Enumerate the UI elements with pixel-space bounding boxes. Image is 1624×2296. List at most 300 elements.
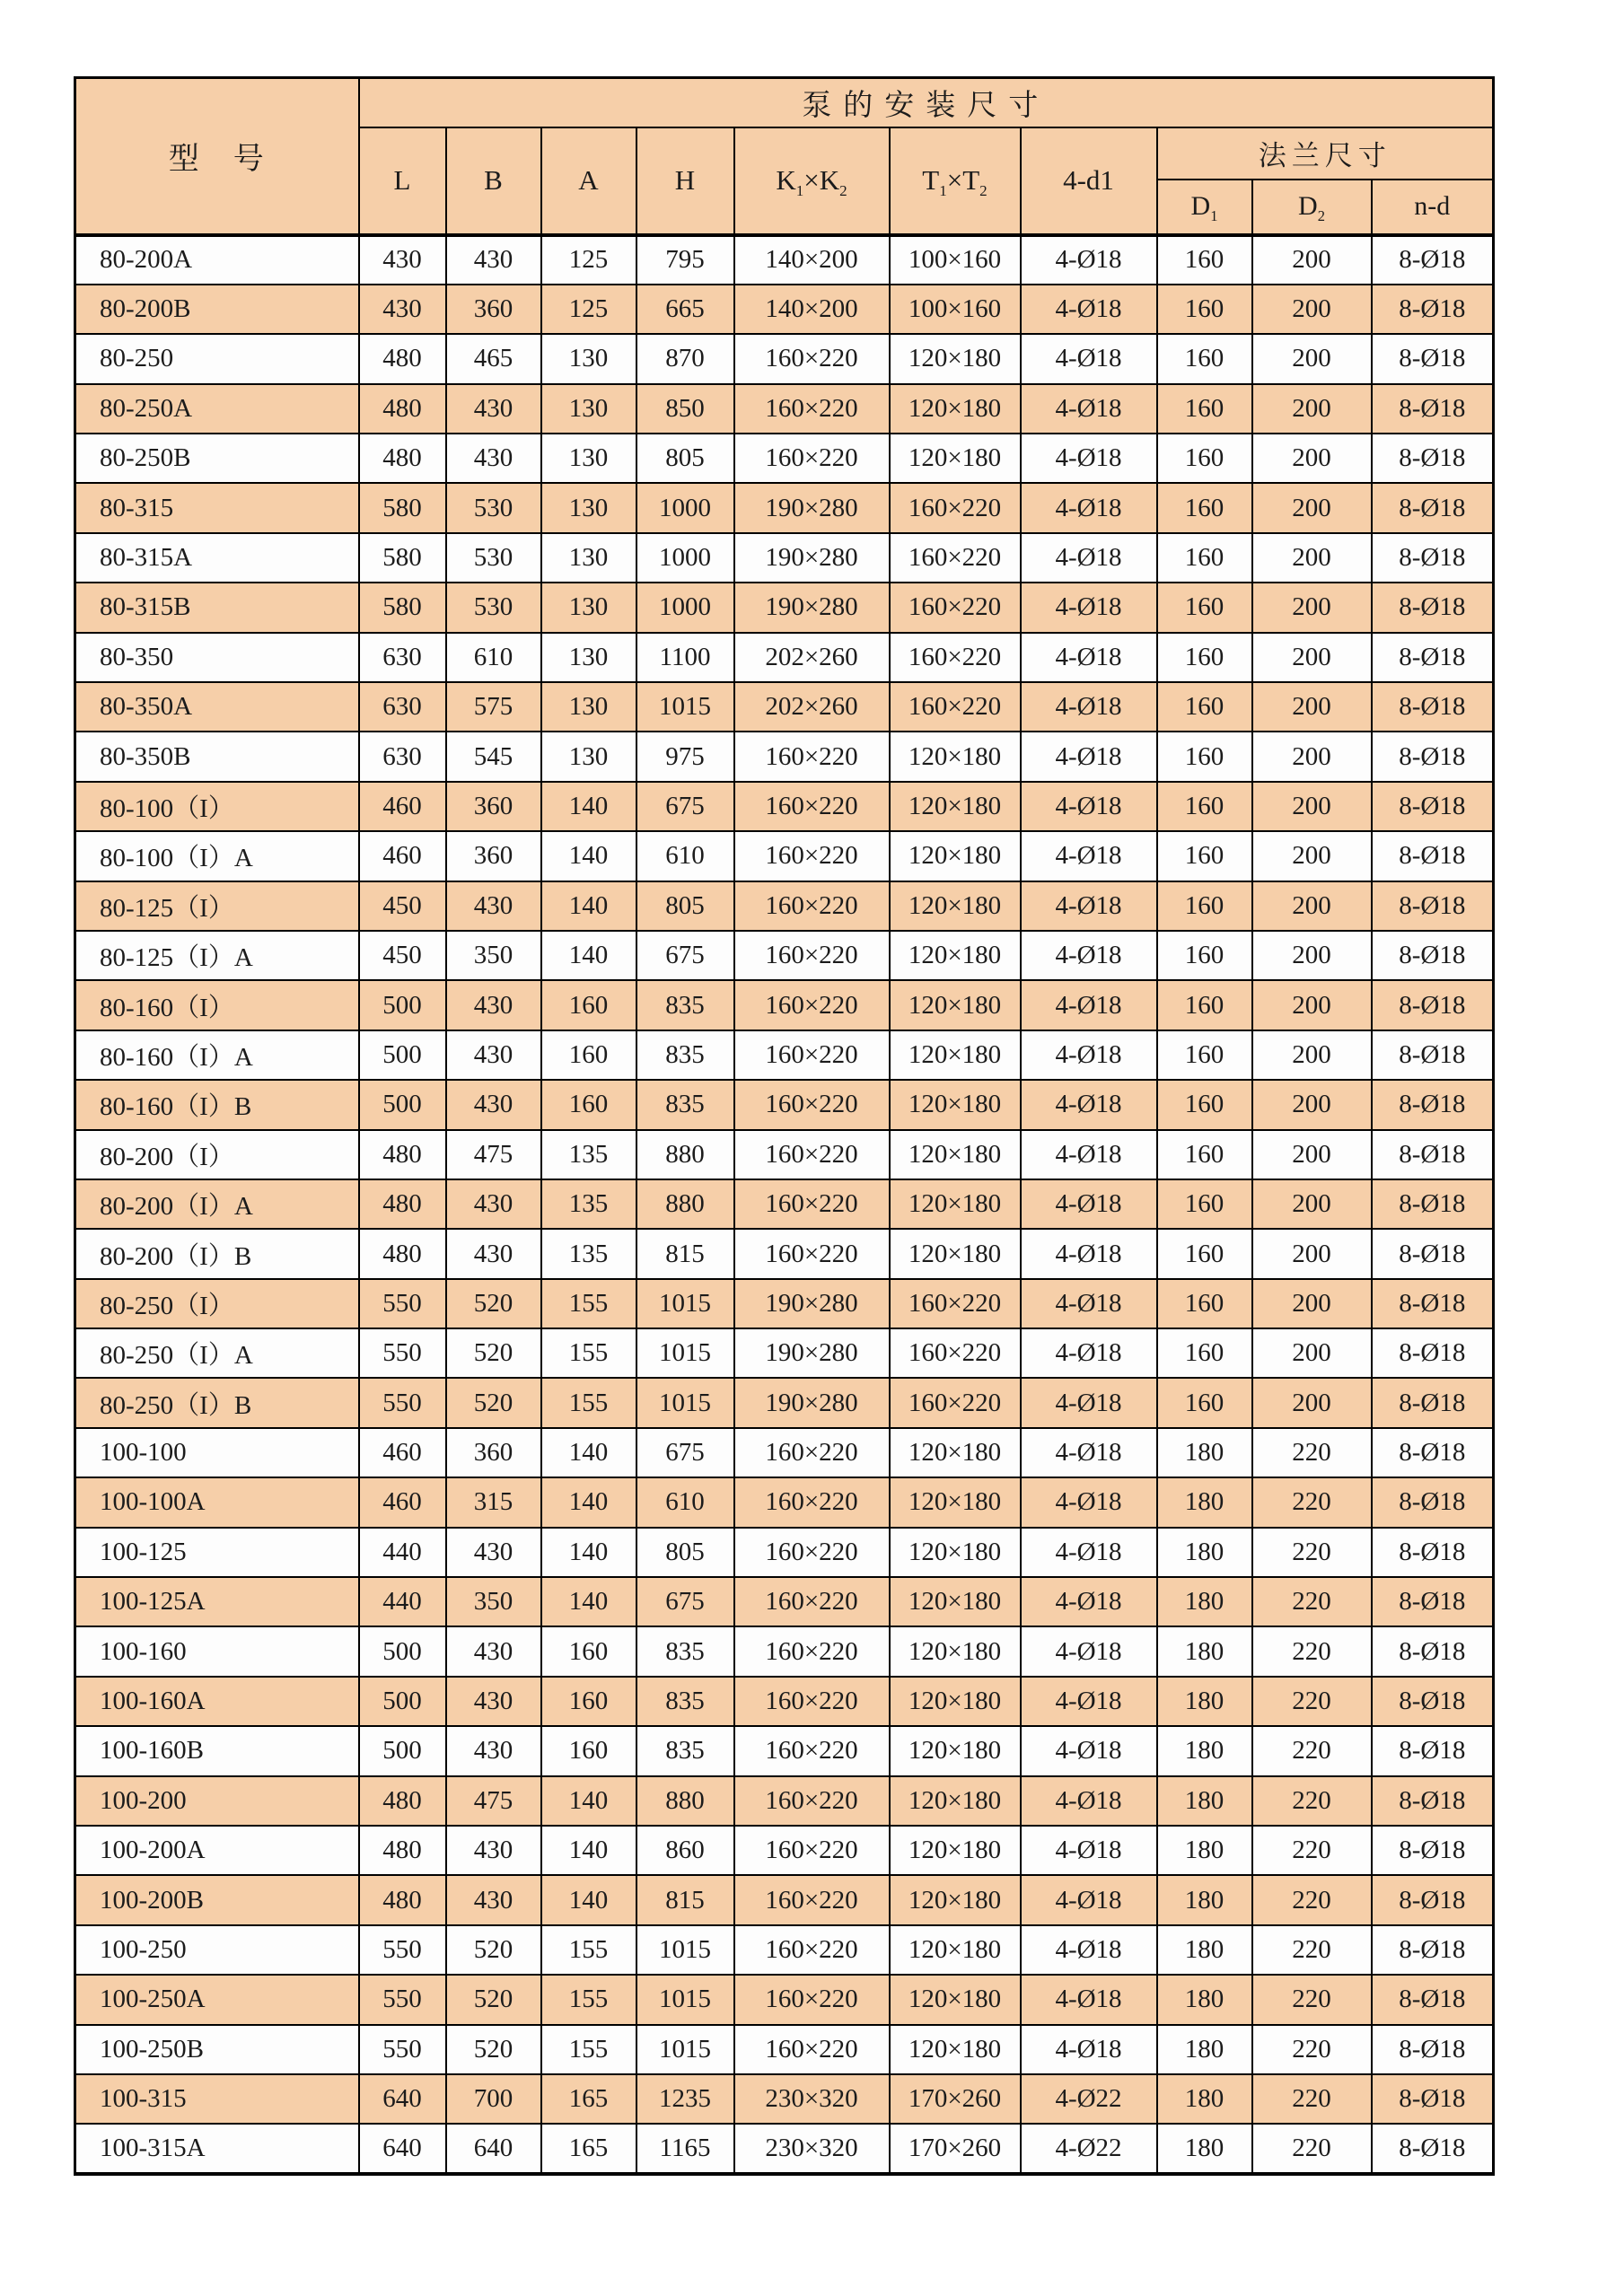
d2-subscript: 2 [1317, 207, 1325, 224]
value-cell: 160 [541, 1677, 636, 1726]
value-cell: 4-Ø18 [1021, 1279, 1157, 1328]
model-cell: 80-250 [75, 334, 359, 383]
value-cell: 160 [1157, 334, 1252, 383]
model-cell: 80-160（I） [75, 980, 359, 1030]
value-cell: 4-Ø18 [1021, 2025, 1157, 2074]
value-cell: 100×160 [890, 285, 1021, 334]
value-cell: 160×220 [890, 483, 1021, 532]
value-cell: 460 [359, 1428, 446, 1477]
value-cell: 165 [541, 2074, 636, 2124]
value-cell: 160×220 [890, 583, 1021, 632]
value-cell: 160×220 [734, 1229, 890, 1278]
value-cell: 155 [541, 1279, 636, 1328]
model-cell: 100-160A [75, 1677, 359, 1726]
value-cell: 130 [541, 682, 636, 732]
d1-base: D [1190, 191, 1211, 221]
table-row [75, 1975, 1494, 2024]
value-cell: 130 [541, 633, 636, 682]
value-cell: 8-Ø18 [1372, 1726, 1494, 1775]
value-cell: 4-Ø18 [1021, 434, 1157, 483]
value-cell: 640 [359, 2074, 446, 2124]
model-cell: 80-350 [75, 633, 359, 682]
value-cell: 8-Ø18 [1372, 1677, 1494, 1726]
value-cell: 575 [446, 682, 541, 732]
value-cell: 200 [1252, 384, 1372, 434]
value-cell: 580 [359, 533, 446, 583]
t1-base: T [922, 164, 940, 196]
value-cell: 8-Ø18 [1372, 1626, 1494, 1676]
table-row [75, 1378, 1494, 1427]
value-cell: 8-Ø18 [1372, 1378, 1494, 1427]
value-cell: 4-Ø18 [1021, 235, 1157, 285]
value-cell: 430 [446, 1826, 541, 1875]
value-cell: 160×220 [890, 1279, 1021, 1328]
value-cell: 550 [359, 1975, 446, 2024]
value-cell: 500 [359, 1677, 446, 1726]
table-row [75, 682, 1494, 732]
value-cell: 180 [1157, 1875, 1252, 1924]
value-cell: 120×180 [890, 1975, 1021, 2024]
table-row [75, 782, 1494, 831]
model-cell: 100-200A [75, 1826, 359, 1875]
value-cell: 170×260 [890, 2074, 1021, 2124]
value-cell: 520 [446, 1328, 541, 1378]
value-cell: 180 [1157, 1975, 1252, 2024]
value-cell: 520 [446, 1279, 541, 1328]
value-cell: 160×220 [734, 782, 890, 831]
value-cell: 160×220 [734, 1428, 890, 1477]
value-cell: 550 [359, 1925, 446, 1975]
value-cell: 160×220 [734, 1776, 890, 1826]
value-cell: 180 [1157, 1577, 1252, 1626]
table-row [75, 1726, 1494, 1775]
value-cell: 160×220 [734, 732, 890, 781]
table-row [75, 334, 1494, 383]
value-cell: 8-Ø18 [1372, 334, 1494, 383]
value-cell: 630 [359, 732, 446, 781]
model-cell: 80-125（I） [75, 881, 359, 931]
value-cell: 480 [359, 1179, 446, 1229]
column-header-h: H [636, 127, 734, 235]
value-cell: 180 [1157, 1925, 1252, 1975]
value-cell: 220 [1252, 1626, 1372, 1676]
model-cell: 80-250（I）B [75, 1378, 359, 1427]
d2-base: D [1298, 191, 1318, 221]
value-cell: 160×220 [734, 434, 890, 483]
value-cell: 200 [1252, 1080, 1372, 1129]
value-cell: 440 [359, 1528, 446, 1577]
value-cell: 180 [1157, 1477, 1252, 1527]
table-row [75, 1626, 1494, 1676]
value-cell: 155 [541, 1975, 636, 2024]
value-cell: 8-Ø18 [1372, 1577, 1494, 1626]
value-cell: 530 [446, 583, 541, 632]
value-cell: 1235 [636, 2074, 734, 2124]
value-cell: 530 [446, 483, 541, 532]
value-cell: 160 [1157, 1229, 1252, 1278]
table-row [75, 434, 1494, 483]
value-cell: 815 [636, 1229, 734, 1278]
value-cell: 675 [636, 1428, 734, 1477]
value-cell: 475 [446, 1130, 541, 1179]
value-cell: 640 [359, 2124, 446, 2173]
value-cell: 180 [1157, 2124, 1252, 2173]
column-header-a: A [541, 127, 636, 235]
model-cell: 100-200B [75, 1875, 359, 1924]
value-cell: 1015 [636, 1378, 734, 1427]
value-cell: 200 [1252, 334, 1372, 383]
value-cell: 160×220 [734, 2025, 890, 2074]
value-cell: 200 [1252, 682, 1372, 732]
value-cell: 200 [1252, 1030, 1372, 1080]
table-row [75, 1328, 1494, 1378]
value-cell: 430 [446, 1030, 541, 1080]
model-cell: 80-250（I） [75, 1279, 359, 1328]
value-cell: 160×220 [734, 1975, 890, 2024]
value-cell: 130 [541, 483, 636, 532]
document-sheet [74, 76, 1495, 2176]
model-cell: 100-125A [75, 1577, 359, 1626]
t2-subscript: 2 [979, 182, 988, 200]
value-cell: 430 [446, 1626, 541, 1676]
value-cell: 4-Ø18 [1021, 1975, 1157, 2024]
value-cell: 8-Ø18 [1372, 732, 1494, 781]
value-cell: 550 [359, 1378, 446, 1427]
value-cell: 440 [359, 1577, 446, 1626]
value-cell: 8-Ø18 [1372, 1179, 1494, 1229]
value-cell: 220 [1252, 1528, 1372, 1577]
value-cell: 230×320 [734, 2074, 890, 2124]
value-cell: 200 [1252, 881, 1372, 931]
value-cell: 160 [541, 1626, 636, 1676]
value-cell: 200 [1252, 583, 1372, 632]
value-cell: 100×160 [890, 235, 1021, 285]
table-row [75, 583, 1494, 632]
value-cell: 835 [636, 1030, 734, 1080]
value-cell: 160×220 [734, 1477, 890, 1527]
value-cell: 140×200 [734, 285, 890, 334]
value-cell: 140 [541, 1875, 636, 1924]
value-cell: 120×180 [890, 384, 1021, 434]
model-cell: 80-160（I）A [75, 1030, 359, 1080]
value-cell: 8-Ø18 [1372, 782, 1494, 831]
value-cell: 520 [446, 1975, 541, 2024]
table-row [75, 1080, 1494, 1129]
table-row [75, 2124, 1494, 2173]
model-cell: 80-100（I） [75, 782, 359, 831]
value-cell: 220 [1252, 1975, 1372, 2024]
value-cell: 160×220 [890, 1378, 1021, 1427]
value-cell: 8-Ø18 [1372, 2074, 1494, 2124]
value-cell: 430 [446, 384, 541, 434]
value-cell: 120×180 [890, 334, 1021, 383]
value-cell: 315 [446, 1477, 541, 1527]
value-cell: 500 [359, 1726, 446, 1775]
value-cell: 220 [1252, 1428, 1372, 1477]
value-cell: 120×180 [890, 2025, 1021, 2074]
value-cell: 430 [446, 235, 541, 285]
value-cell: 480 [359, 1130, 446, 1179]
value-cell: 120×180 [890, 1130, 1021, 1179]
header-row-group [75, 78, 1494, 127]
value-cell: 8-Ø18 [1372, 2025, 1494, 2074]
value-cell: 190×280 [734, 533, 890, 583]
value-cell: 8-Ø18 [1372, 1925, 1494, 1975]
value-cell: 220 [1252, 1477, 1372, 1527]
value-cell: 500 [359, 1626, 446, 1676]
value-cell: 480 [359, 1875, 446, 1924]
value-cell: 4-Ø18 [1021, 633, 1157, 682]
value-cell: 4-Ø18 [1021, 1428, 1157, 1477]
table-row [75, 732, 1494, 781]
value-cell: 160×220 [734, 1677, 890, 1726]
value-cell: 4-Ø18 [1021, 931, 1157, 980]
value-cell: 160 [1157, 1179, 1252, 1229]
value-cell: 8-Ø18 [1372, 1826, 1494, 1875]
value-cell: 190×280 [734, 1279, 890, 1328]
column-header-t1xt2 [890, 127, 1021, 235]
model-cell: 80-200（I）A [75, 1179, 359, 1229]
value-cell: 200 [1252, 931, 1372, 980]
value-cell: 220 [1252, 1726, 1372, 1775]
value-cell: 500 [359, 1080, 446, 1129]
model-cell: 80-125（I）A [75, 931, 359, 980]
value-cell: 1015 [636, 1975, 734, 2024]
value-cell: 610 [636, 1477, 734, 1527]
value-cell: 180 [1157, 1776, 1252, 1826]
value-cell: 475 [446, 1776, 541, 1826]
value-cell: 160×220 [734, 831, 890, 881]
value-cell: 200 [1252, 533, 1372, 583]
value-cell: 190×280 [734, 583, 890, 632]
value-cell: 160 [1157, 384, 1252, 434]
model-cell: 100-160 [75, 1626, 359, 1676]
times-sign: × [946, 164, 963, 196]
value-cell: 120×180 [890, 931, 1021, 980]
value-cell: 4-Ø18 [1021, 285, 1157, 334]
value-cell: 880 [636, 1179, 734, 1229]
value-cell: 4-Ø18 [1021, 1328, 1157, 1378]
value-cell: 675 [636, 1577, 734, 1626]
value-cell: 835 [636, 1080, 734, 1129]
value-cell: 805 [636, 434, 734, 483]
value-cell: 350 [446, 931, 541, 980]
value-cell: 135 [541, 1130, 636, 1179]
value-cell: 130 [541, 533, 636, 583]
value-cell: 4-Ø18 [1021, 831, 1157, 881]
model-cell: 80-200（I）B [75, 1229, 359, 1278]
value-cell: 180 [1157, 1428, 1252, 1477]
value-cell: 160 [1157, 434, 1252, 483]
table-row [75, 2025, 1494, 2074]
value-cell: 520 [446, 2025, 541, 2074]
value-cell: 8-Ø18 [1372, 583, 1494, 632]
value-cell: 4-Ø18 [1021, 881, 1157, 931]
table-row [75, 980, 1494, 1030]
value-cell: 135 [541, 1229, 636, 1278]
value-cell: 1015 [636, 2025, 734, 2074]
value-cell: 120×180 [890, 1776, 1021, 1826]
value-cell: 190×280 [734, 1378, 890, 1427]
value-cell: 202×260 [734, 682, 890, 732]
pump-dimensions-table [74, 76, 1495, 2176]
value-cell: 140 [541, 782, 636, 831]
value-cell: 160 [1157, 633, 1252, 682]
value-cell: 160×220 [734, 1080, 890, 1129]
table-row [75, 931, 1494, 980]
value-cell: 8-Ø18 [1372, 1080, 1494, 1129]
model-cell: 100-200 [75, 1776, 359, 1826]
value-cell: 835 [636, 1626, 734, 1676]
value-cell: 190×280 [734, 1328, 890, 1378]
value-cell: 8-Ø18 [1372, 1229, 1494, 1278]
value-cell: 520 [446, 1378, 541, 1427]
value-cell: 200 [1252, 1279, 1372, 1328]
table-row [75, 1030, 1494, 1080]
table-row [75, 1677, 1494, 1726]
value-cell: 1015 [636, 1925, 734, 1975]
value-cell: 155 [541, 1925, 636, 1975]
value-cell: 120×180 [890, 1626, 1021, 1676]
value-cell: 805 [636, 881, 734, 931]
value-cell: 160×220 [734, 384, 890, 434]
value-cell: 8-Ø18 [1372, 483, 1494, 532]
value-cell: 835 [636, 1677, 734, 1726]
table-row [75, 1179, 1494, 1229]
table-row [75, 533, 1494, 583]
value-cell: 140 [541, 1428, 636, 1477]
table-row [75, 1925, 1494, 1975]
value-cell: 160×220 [734, 931, 890, 980]
value-cell: 160 [1157, 1279, 1252, 1328]
value-cell: 545 [446, 732, 541, 781]
value-cell: 120×180 [890, 732, 1021, 781]
t1-subscript: 1 [939, 182, 947, 200]
value-cell: 8-Ø18 [1372, 633, 1494, 682]
value-cell: 130 [541, 434, 636, 483]
value-cell: 8-Ø18 [1372, 235, 1494, 285]
value-cell: 160×220 [734, 1826, 890, 1875]
value-cell: 430 [359, 235, 446, 285]
value-cell: 160×220 [890, 1328, 1021, 1378]
model-cell: 80-315 [75, 483, 359, 532]
value-cell: 160 [1157, 682, 1252, 732]
value-cell: 500 [359, 980, 446, 1030]
value-cell: 4-Ø18 [1021, 1179, 1157, 1229]
value-cell: 1000 [636, 483, 734, 532]
value-cell: 350 [446, 1577, 541, 1626]
model-cell: 100-250B [75, 2025, 359, 2074]
column-header-nd: n-d [1372, 180, 1494, 235]
value-cell: 4-Ø18 [1021, 1378, 1157, 1427]
value-cell: 120×180 [890, 1875, 1021, 1924]
value-cell: 4-Ø18 [1021, 583, 1157, 632]
value-cell: 220 [1252, 1577, 1372, 1626]
value-cell: 120×180 [890, 1030, 1021, 1080]
value-cell: 160 [1157, 583, 1252, 632]
value-cell: 460 [359, 1477, 446, 1527]
model-cell: 100-250 [75, 1925, 359, 1975]
table-row [75, 483, 1494, 532]
model-cell: 80-315A [75, 533, 359, 583]
column-header-b: B [446, 127, 541, 235]
value-cell: 835 [636, 1726, 734, 1775]
value-cell: 8-Ø18 [1372, 285, 1494, 334]
table-row [75, 1577, 1494, 1626]
value-cell: 4-Ø18 [1021, 1677, 1157, 1726]
value-cell: 4-Ø18 [1021, 334, 1157, 383]
value-cell: 120×180 [890, 1179, 1021, 1229]
value-cell: 160 [541, 980, 636, 1030]
value-cell: 200 [1252, 434, 1372, 483]
table-body [75, 235, 1494, 2174]
value-cell: 180 [1157, 1626, 1252, 1676]
model-cell: 80-200A [75, 235, 359, 285]
table-row [75, 1776, 1494, 1826]
table-row [75, 2074, 1494, 2124]
value-cell: 675 [636, 782, 734, 831]
value-cell: 8-Ø18 [1372, 2124, 1494, 2173]
table-row [75, 285, 1494, 334]
value-cell: 120×180 [890, 1577, 1021, 1626]
value-cell: 140 [541, 1477, 636, 1527]
value-cell: 1100 [636, 633, 734, 682]
value-cell: 140 [541, 831, 636, 881]
value-cell: 430 [446, 1528, 541, 1577]
model-cell: 80-250B [75, 434, 359, 483]
value-cell: 4-Ø18 [1021, 1726, 1157, 1775]
value-cell: 4-Ø18 [1021, 980, 1157, 1030]
value-cell: 580 [359, 583, 446, 632]
model-cell: 80-200（I） [75, 1130, 359, 1179]
value-cell: 1015 [636, 1279, 734, 1328]
value-cell: 200 [1252, 831, 1372, 881]
value-cell: 675 [636, 931, 734, 980]
value-cell: 8-Ø18 [1372, 682, 1494, 732]
value-cell: 130 [541, 583, 636, 632]
value-cell: 220 [1252, 2025, 1372, 2074]
value-cell: 160×220 [734, 1130, 890, 1179]
table-header [75, 78, 1494, 235]
value-cell: 1015 [636, 682, 734, 732]
model-cell: 100-315 [75, 2074, 359, 2124]
value-cell: 160 [1157, 1328, 1252, 1378]
value-cell: 520 [446, 1925, 541, 1975]
model-cell: 80-100（I）A [75, 831, 359, 881]
value-cell: 1000 [636, 583, 734, 632]
value-cell: 160×220 [734, 881, 890, 931]
value-cell: 140 [541, 931, 636, 980]
installation-dimensions-group-header: 泵的安装尺寸 [359, 78, 1494, 127]
column-header-d1 [1157, 180, 1252, 235]
value-cell: 4-Ø22 [1021, 2124, 1157, 2173]
value-cell: 160×220 [734, 1726, 890, 1775]
value-cell: 8-Ø18 [1372, 1130, 1494, 1179]
value-cell: 200 [1252, 980, 1372, 1030]
value-cell: 160×220 [890, 682, 1021, 732]
value-cell: 430 [446, 980, 541, 1030]
value-cell: 795 [636, 235, 734, 285]
value-cell: 8-Ø18 [1372, 434, 1494, 483]
value-cell: 4-Ø18 [1021, 1826, 1157, 1875]
value-cell: 805 [636, 1528, 734, 1577]
model-cell: 100-160B [75, 1726, 359, 1775]
table-row [75, 1477, 1494, 1527]
value-cell: 160×220 [890, 533, 1021, 583]
value-cell: 120×180 [890, 980, 1021, 1030]
value-cell: 8-Ø18 [1372, 1875, 1494, 1924]
value-cell: 430 [446, 1726, 541, 1775]
